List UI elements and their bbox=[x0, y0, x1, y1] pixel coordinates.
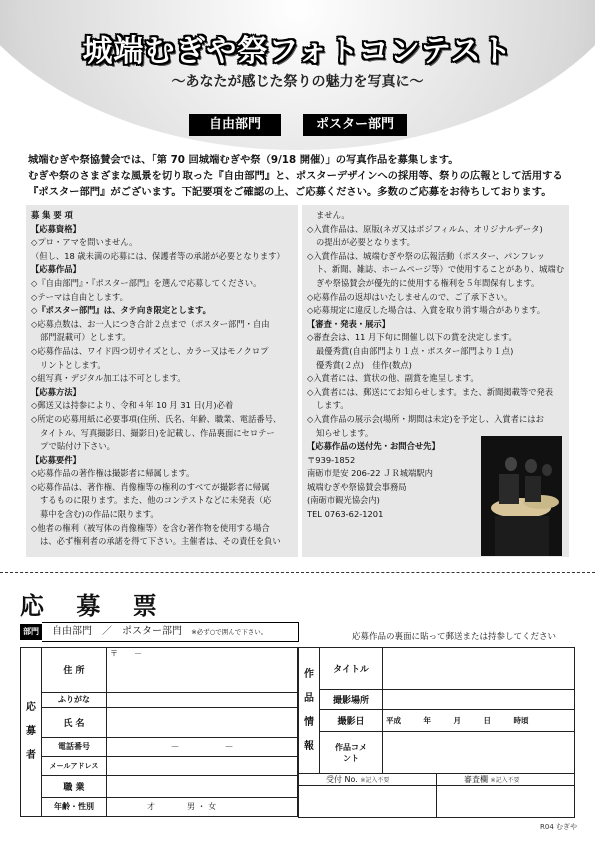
receipt-no-cell: 受付 No. ※記入不要 bbox=[299, 774, 437, 786]
guideline-line: ト、新聞、雑誌、ホームページ等）で使用することがあり、城端む bbox=[316, 264, 564, 275]
review-cell: 審査欄 ※記入不要 bbox=[437, 774, 575, 786]
category-poster: ポスター部門 bbox=[303, 114, 407, 136]
entry-form-title: 応 募 票 bbox=[20, 591, 169, 620]
guideline-line: ◇郵送又は持参により、令和４年 10 月 31 日(月)必着 bbox=[31, 400, 234, 411]
guideline-line: 募 集 要 項 bbox=[31, 210, 73, 220]
guideline-line: ◇入賞者には、郵送にてお知らせします。また、新聞掲載等で発表 bbox=[307, 386, 554, 397]
guideline-line: ◇応募作品の著作権は撮影者に帰属します。 bbox=[31, 468, 195, 479]
guideline-line: するものに限ります。また、他のコンテストなどに未発表（応 bbox=[40, 495, 272, 506]
guideline-line: ◇応募規定に違反した場合は、入賞を取り消す場合があります。 bbox=[307, 305, 546, 316]
email-label: メールアドレス bbox=[42, 757, 107, 776]
guideline-line: ません。 bbox=[316, 210, 350, 220]
work-info-table bbox=[298, 647, 575, 774]
guideline-line: 【応募方法】 bbox=[31, 386, 81, 397]
job-label: 職 業 bbox=[42, 776, 107, 797]
guideline-line: 南砺市是安 206-22 ＪＲ城端駅内 bbox=[307, 468, 433, 479]
guideline-line: の提出が必要となります。 bbox=[316, 237, 415, 248]
comment-field[interactable] bbox=[383, 732, 575, 774]
address-field[interactable]: 〒 － bbox=[107, 648, 298, 693]
name-field[interactable] bbox=[107, 707, 298, 737]
category-tag: 部門 bbox=[20, 624, 42, 640]
guideline-line: タイトル、写真撮影日、撮影日)を記載し、作品裏面にセロテー bbox=[40, 427, 275, 438]
category-choice-row[interactable] bbox=[42, 622, 299, 642]
page-title: 城端むぎや祭フォトコンテスト bbox=[82, 34, 513, 69]
guideline-line: します。 bbox=[316, 400, 349, 411]
guideline-line: 部門混載可）とします。 bbox=[40, 332, 131, 343]
title-label: タイトル bbox=[320, 648, 383, 690]
shoot-place-label: 撮影場所 bbox=[320, 690, 383, 710]
guideline-line: プで貼付け下さい。 bbox=[40, 441, 115, 452]
guideline-line: 【審査・発表・展示】 bbox=[307, 318, 390, 329]
receipt-no-field bbox=[299, 786, 437, 818]
guideline-line: ◇組写真・デジタル加工は不可とします。 bbox=[31, 373, 186, 384]
guideline-line: ◇入賞作品は、原版(ネガ又はポジフィルム、オリジナルデータ) bbox=[307, 223, 543, 234]
guideline-line: (南砺市観光協会内) bbox=[307, 495, 380, 506]
guideline-line: 募中を含む)の作品に限ります。 bbox=[40, 509, 159, 520]
cut-line bbox=[0, 572, 595, 573]
category-free: 自由部門 bbox=[189, 114, 281, 136]
title-field[interactable] bbox=[383, 648, 575, 690]
guideline-line: リントとします。 bbox=[40, 359, 106, 370]
festival-photo bbox=[481, 436, 562, 556]
guideline-line: ぎや祭協賛会が優先的に使用する権利を５年間保有します。 bbox=[316, 277, 540, 288]
guideline-line: 優秀賞(２点) 佳作(数点) bbox=[316, 359, 412, 370]
guideline-line: 城端むぎや祭協賛会事務局 bbox=[307, 481, 407, 492]
guideline-line: ◇他者の権利（被写体の肖像権等）を含む著作物を使用する場合 bbox=[31, 522, 270, 533]
guideline-line: ◇入賞者には、賞状の他、副賞を進呈します。 bbox=[307, 373, 479, 384]
intro-line: 『ポスター部門』がございます。下記要項をご確認の上、ご応募ください。多数のご応募をお待ちしております。 bbox=[28, 186, 552, 198]
submission-instruction: 応募作品の裏面に貼って郵送または持参してください bbox=[352, 632, 557, 642]
name-label: 氏 名 bbox=[42, 707, 107, 737]
guideline-line: ◇所定の応募用紙に必要事項(住所、氏名、年齢、職業、電話番号、 bbox=[31, 413, 282, 424]
intro-text bbox=[28, 152, 573, 200]
furigana-label: ふりがな bbox=[42, 692, 107, 707]
page-subtitle: ～あなたが感じた祭りの魅力を写真に～ bbox=[171, 74, 424, 90]
review-field bbox=[437, 786, 575, 818]
guideline-line: ◇プロ・アマを問いません。 bbox=[31, 237, 138, 248]
furigana-field[interactable] bbox=[107, 692, 298, 707]
job-field[interactable] bbox=[107, 776, 298, 797]
age-gender-label: 年齢・性別 bbox=[42, 797, 107, 816]
guideline-line: 〒939-1852 bbox=[307, 454, 356, 465]
guideline-line: 【応募資格】 bbox=[31, 223, 81, 234]
applicant-table bbox=[20, 647, 298, 817]
guideline-line: 最優秀賞(自由部門より１点・ポスター部門より１点) bbox=[316, 345, 514, 356]
guideline-line: ◇審査会は、11 月下旬に開催し以下の賞を決定します。 bbox=[307, 332, 517, 343]
guideline-line: 知らせします。 bbox=[316, 427, 374, 438]
guideline-line: ◇テーマは自由とします。 bbox=[31, 291, 128, 302]
guideline-line: TEL 0763-62-1201 bbox=[307, 509, 384, 520]
phone-label: 電話番号 bbox=[42, 737, 107, 756]
guidelines-left-column bbox=[31, 209, 297, 549]
guideline-line: （但し、18 歳未満の応募には、保護者等の承諾が必要となります） bbox=[31, 250, 285, 261]
guideline-line: ◇応募作品は、著作権、肖像権等の権利のすべてが撮影者に帰属 bbox=[31, 481, 270, 492]
guideline-line: ◇応募作品の返却はいたしませんので、ご了承下さい。 bbox=[307, 291, 513, 302]
office-use-table bbox=[298, 773, 575, 818]
shoot-date-field[interactable]: 平成 年 月 日 時頃 bbox=[383, 710, 575, 732]
category-choice: 自由部門 ／ ポスター部門 bbox=[52, 626, 182, 637]
guideline-line: ◇入賞作品は、城端むぎや祭の広報活動（ポスター、パンフレッ bbox=[307, 250, 545, 261]
guideline-line: 【応募作品】 bbox=[31, 264, 81, 275]
intro-line: むぎや祭のさまざまな風景を切り取った『自由部門』と、ポスターデザインへの採用等、祭りの広報として活用する bbox=[28, 170, 563, 182]
guideline-line: ◇『自由部門』・『ポスター部門』を選んで応募してください。 bbox=[31, 277, 262, 288]
age-gender-field[interactable]: 才 男 ・ 女 bbox=[107, 797, 298, 816]
guideline-line: 【応募要件】 bbox=[31, 454, 81, 465]
guideline-line: は、必ず権利者の承諾を得て下さい。主催者は、その責任を負い bbox=[40, 536, 281, 547]
email-field[interactable] bbox=[107, 757, 298, 776]
guideline-line: ◇応募作品は、ワイド四つ切サイズとし、カラー又はモノクロプ bbox=[31, 345, 269, 356]
work-info-group-label: 作品情報 bbox=[299, 648, 320, 774]
phone-field[interactable]: － － bbox=[107, 737, 298, 756]
shoot-date-label: 撮影日 bbox=[320, 710, 383, 732]
applicant-group-label: 応募者 bbox=[21, 648, 42, 817]
guideline-line: ◇『ポスター部門』は、タテ向き限定とします。 bbox=[31, 305, 211, 316]
shoot-place-field[interactable] bbox=[383, 690, 575, 710]
comment-label: 作品コメント bbox=[320, 732, 383, 774]
guideline-line: 【応募作品の送付先・お問合せ先】 bbox=[307, 441, 440, 452]
address-label: 住 所 bbox=[42, 648, 107, 693]
guideline-line: ◇応募点数は、お一人につき合計２点まで（ポスター部門・自由 bbox=[31, 318, 270, 329]
guideline-line: ◇入賞作品の展示会(場所・期間は未定)を予定し、入賞者にはお bbox=[307, 413, 544, 424]
intro-line: 城端むぎや祭協賛会では、「第 70 回城端むぎや祭（9/18 開催）」の写真作品を募集します。 bbox=[28, 154, 459, 166]
category-choice-note: ※必ず○で囲んで下さい。 bbox=[191, 628, 268, 636]
footer-code: R04 むぎや bbox=[540, 823, 577, 831]
